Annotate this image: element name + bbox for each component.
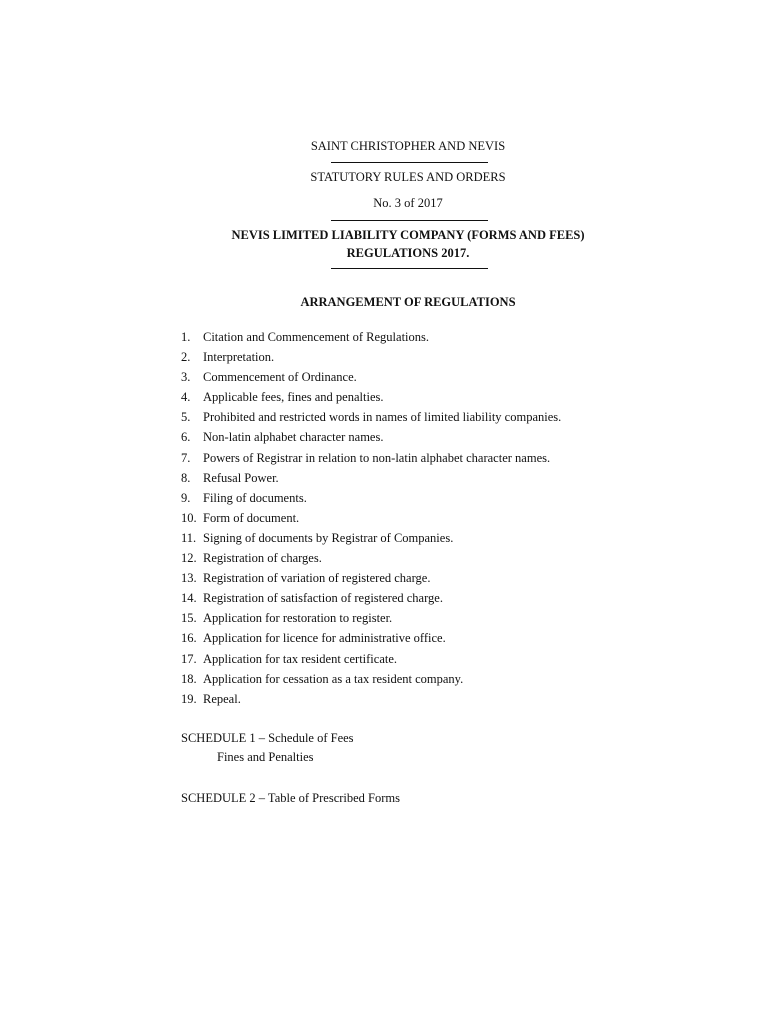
arrangement-item: [181, 488, 561, 508]
arrangement-item: [181, 528, 561, 548]
arrangement-item: [181, 468, 561, 488]
item-number: 9.: [181, 490, 191, 505]
regulation-title-line-2: REGULATIONS 2017.: [346, 246, 470, 260]
item-number: 2.: [181, 350, 191, 365]
item-number: 11.: [181, 530, 197, 545]
item-text: Interpretation.: [203, 350, 275, 365]
schedule-1-title: SCHEDULE 1 – Schedule of Fees: [181, 731, 354, 745]
item-text: Powers of Registrar in relation to non-latin alphabet character names.: [203, 450, 551, 465]
item-text: Application for licence for administrative office.: [203, 631, 446, 646]
instrument-number: No. 3 of 2017: [373, 196, 443, 210]
item-text: Signing of documents by Registrar of Companies.: [203, 530, 454, 545]
regulation-title-line-1: NEVIS LIMITED LIABILITY COMPANY (FORMS AND FEES): [231, 228, 585, 242]
arrangement-item: [181, 508, 561, 528]
item-number: 16.: [181, 631, 197, 646]
item-text: Commencement of Ordinance.: [203, 370, 357, 385]
item-number: 5.: [181, 410, 191, 425]
arrangement-item: [181, 628, 561, 648]
item-text: Application for tax resident certificate.: [203, 651, 398, 666]
item-text: Application for restoration to register.: [203, 611, 393, 626]
item-text: Non-latin alphabet character names.: [203, 430, 384, 445]
arrangement-item: [181, 407, 561, 427]
arrangement-item: [181, 427, 561, 447]
arrangement-item: [181, 608, 561, 628]
schedule-2-title: SCHEDULE 2 – Table of Prescribed Forms: [181, 791, 401, 805]
arrangement-item: [181, 588, 561, 608]
item-text: Applicable fees, fines and penalties.: [203, 390, 384, 405]
jurisdiction-title: SAINT CHRISTOPHER AND NEVIS: [310, 139, 506, 153]
item-text: Registration of variation of registered charge.: [203, 571, 431, 586]
item-number: 6.: [181, 430, 191, 445]
item-text: Repeal.: [203, 691, 241, 706]
item-text: Form of document.: [203, 510, 300, 525]
arrangement-item: [181, 327, 561, 347]
header-divider-3: [331, 268, 488, 269]
schedule-1-subtitle: Fines and Penalties: [217, 750, 314, 764]
item-number: 18.: [181, 671, 197, 686]
arrangement-item: [181, 548, 561, 568]
item-number: 15.: [181, 611, 197, 626]
series-title: STATUTORY RULES AND ORDERS: [310, 170, 506, 184]
item-number: 10.: [181, 510, 197, 525]
item-number: 8.: [181, 470, 191, 485]
item-number: 14.: [181, 591, 197, 606]
item-text: Prohibited and restricted words in names of limited liability companies.: [203, 410, 562, 425]
item-number: 3.: [181, 370, 191, 385]
arrangement-list: [181, 327, 561, 709]
header-divider-2: [331, 220, 488, 221]
item-number: 7.: [181, 450, 191, 465]
item-text: Filing of documents.: [203, 490, 307, 505]
item-number: 1.: [181, 330, 191, 344]
arrangement-item: [181, 347, 561, 367]
arrangement-item: [181, 568, 561, 588]
arrangement-item: [181, 448, 561, 468]
item-number: 19.: [181, 691, 197, 706]
item-text: Refusal Power.: [203, 470, 279, 485]
item-text: Application for cessation as a tax resident company.: [203, 671, 464, 686]
arrangement-item: [181, 367, 561, 387]
item-text: Citation and Commencement of Regulations.: [203, 330, 430, 344]
item-number: 13.: [181, 571, 197, 586]
arrangement-item: [181, 669, 561, 689]
item-text: Registration of charges.: [203, 551, 322, 566]
arrangement-item: [181, 689, 561, 709]
arrangement-heading: ARRANGEMENT OF REGULATIONS: [300, 295, 516, 309]
item-number: 4.: [181, 390, 191, 405]
header-divider-1: [331, 162, 488, 163]
arrangement-item: [181, 649, 561, 669]
item-number: 17.: [181, 651, 197, 666]
arrangement-item: [181, 387, 561, 407]
item-text: Registration of satisfaction of registered charge.: [203, 591, 443, 606]
item-number: 12.: [181, 551, 197, 566]
